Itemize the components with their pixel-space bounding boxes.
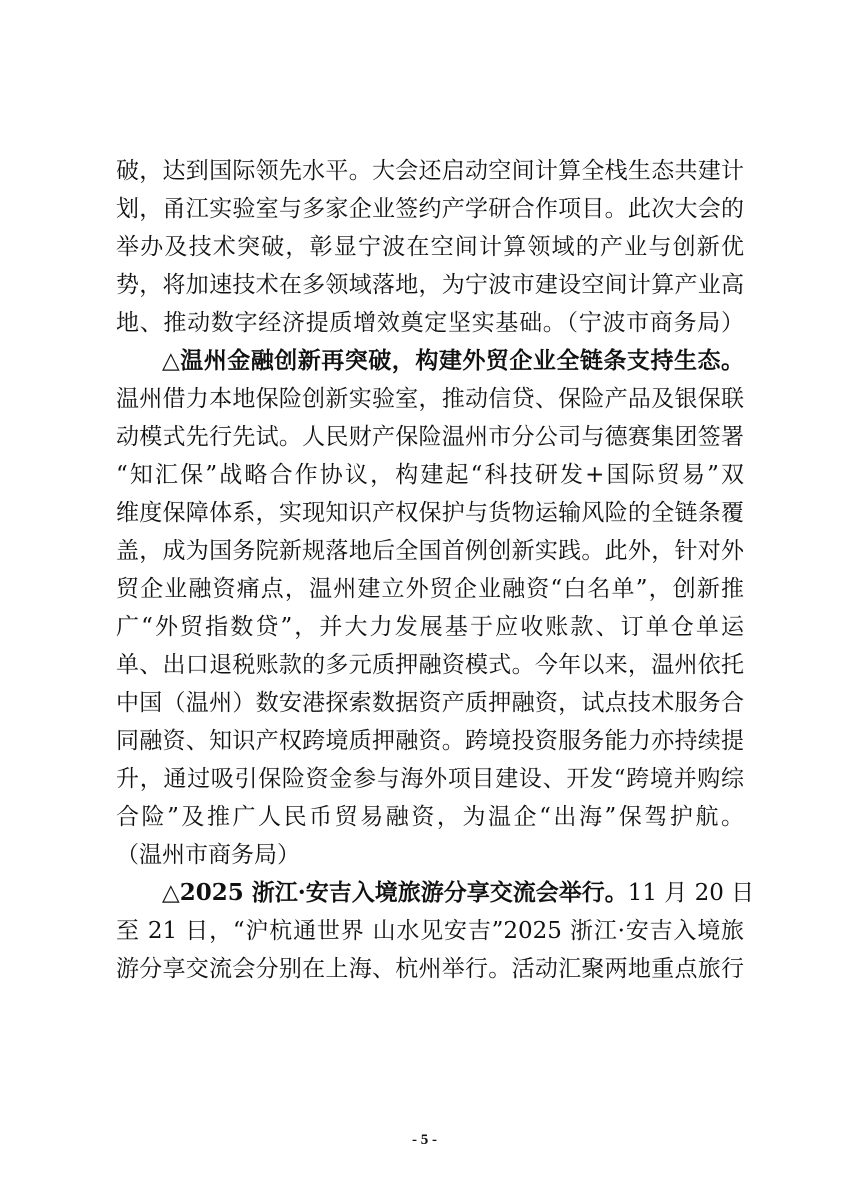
text-line: 合险”及推广人民币贸易融资，为温企“出海”保驾护航。 [116, 804, 744, 830]
text-line: 维度保障体系，实现知识产权保护与货物运输风险的全链条覆 [116, 500, 744, 526]
text-line: 升，通过吸引保险资金参与海外项目建设、开发“跨境并购综 [116, 766, 744, 792]
text-line: 游分享交流会分别在上海、杭州举行。活动汇聚两地重点旅行 [116, 956, 744, 982]
text-line: 贸企业融资痛点，温州建立外贸企业融资“白名单”，创新推 [116, 576, 744, 602]
text-line: 温州借力本地保险创新实验室，推动信贷、保险产品及银保联 [116, 386, 744, 412]
text-line: 同融资、知识产权跨境质押融资。跨境投资服务能力亦持续提 [116, 728, 744, 754]
text-line: 至 21 日，“沪杭通世界 山水见安吉”2025 浙江·安吉入境旅 [116, 918, 744, 944]
text-line: 中国（温州）数安港探索数据资产质押融资，试点技术服务合 [116, 690, 744, 716]
section-heading-line [116, 874, 755, 912]
text-line: 盖，成为国务院新规落地后全国首例创新实践。此外，针对外 [116, 538, 744, 564]
text-line: 举办及技术突破，彰显宁波在空间计算领域的产业与创新优 [116, 234, 744, 260]
text-line: 广“外贸指数贷”，并大力发展基于应收账款、订单仓单运 [116, 614, 744, 640]
page-number: - 5 - [412, 1132, 437, 1148]
text-line: 地、推动数字经济提质增效奠定坚实基础。（宁波市商务局） [116, 310, 744, 336]
text-line: 划，甬江实验室与多家企业签约产学研合作项目。此次大会的 [116, 196, 744, 222]
section-heading: △2025 浙江·安吉入境旅游分享交流会举行。 [162, 879, 628, 906]
text-line: 动模式先行先试。人民财产保险温州市分公司与德赛集团签署 [116, 424, 744, 450]
text-line: 单、出口退税账款的多元质押融资模式。今年以来，温州依托 [116, 652, 744, 678]
heading-tail-text: 11 月 20 日 [627, 880, 755, 906]
text-line: （温州市商务局） [116, 842, 300, 868]
section-heading: △温州金融创新再突破，构建外贸企业全链条支持生态。 [162, 347, 744, 374]
text-line: “知汇保”战略合作协议，构建起“科技研发+国际贸易”双 [116, 462, 744, 488]
document-body [116, 152, 755, 988]
text-line: 破，达到国际领先水平。大会还启动空间计算全栈生态共建计 [116, 158, 744, 184]
text-line: 势，将加速技术在多领域落地，为宁波市建设空间计算产业高 [116, 272, 744, 298]
